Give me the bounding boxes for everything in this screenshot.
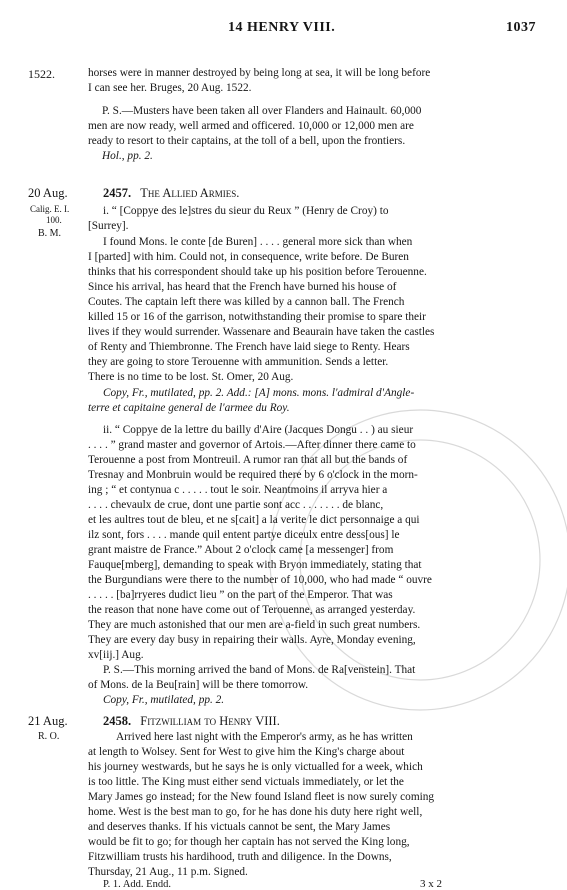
text-line: Terouenne a post from Montreuil. A rumor ran that all but the bands of xyxy=(88,454,408,466)
text-line: They are every day busy in repairing their walls. Ayre, Monday evening, xyxy=(88,634,416,646)
text-line: i. “ [Coppye des le]stres du sieur du Reux ” (Henry de Croy) to xyxy=(103,205,389,217)
text-line: home. West is the best man to go, for he has done his duty here right well, xyxy=(88,806,423,818)
text-line: terre et capitaine general de l'armee du Roy. xyxy=(88,402,290,414)
text-line: P. 1. Add. Endd. xyxy=(103,879,171,890)
entry-heading xyxy=(103,186,239,201)
entry-title: The Allied Armies. xyxy=(140,186,240,200)
text-line: ilz sont, fors . . . . mande quil entent partye diceulx entre dess[ous] le xyxy=(88,529,400,541)
text-line: P. S.—Musters have been taken all over Flanders and Hainault. 60,000 xyxy=(102,105,422,117)
entry-number: 2457. xyxy=(103,186,132,200)
text-line: There is no time to be lost. St. Omer, 20 Aug. xyxy=(88,371,294,383)
text-line: . . . . . [ba]rryeres dudict lieu ” on the part of the Emperor. That was xyxy=(88,589,393,601)
text-line: horses were in manner destroyed by being long at sea, it will be long before xyxy=(88,67,431,79)
text-line: . . . . ” grand master and governor of Artois.—After dinner there came to xyxy=(88,439,416,451)
text-line: xv[iij.] Aug. xyxy=(88,649,144,661)
repository-ref: B. M. xyxy=(38,228,62,239)
signature-mark: 3 x 2 xyxy=(420,878,442,890)
text-line: men are now ready, well armed and officered. 10,000 or 12,000 men are xyxy=(88,120,414,132)
text-line: ing ; “ et contynua c . . . . . tout le soir. Neantmoins il arryva hier a xyxy=(88,484,388,496)
entry-heading xyxy=(103,714,280,729)
text-line: Fauque[mberg], demanding to speak with Bryon immediately, stating that xyxy=(88,559,422,571)
text-line: killed 15 or 16 of the garrison, notwithstanding their promise to spare their xyxy=(88,311,426,323)
text-line: . . . . chevaulx de crue, dont une partie sont acc . . . . . . . de blanc, xyxy=(88,499,384,511)
text-line: Copy, Fr., mutilated, pp. 2. Add.: [A] mons. mons. l'admiral d'Angle- xyxy=(103,387,415,399)
text-line: et les aultres tout de bleu, et ne s[cait] a la verite le dict personnaige a qui xyxy=(88,514,420,526)
text-line: they are going to store Terouenne with ammunition. Sends a letter. xyxy=(88,356,389,368)
year-margin: 1522. xyxy=(28,67,55,81)
text-line: lives if they would surrender. Wassenare and Beaurain have taken the castles xyxy=(88,326,435,338)
text-line: Copy, Fr., mutilated, pp. 2. xyxy=(103,694,225,706)
text-line: the reason that none have come out of Terouenne, as arranged yesterday. xyxy=(88,604,416,616)
text-line: grant maistre de France.” About 2 o'clock came [a messenger] from xyxy=(88,544,394,556)
text-line: is too little. The King must either send victuals immediately, or let the xyxy=(88,776,404,788)
running-title: 14 HENRY VIII. xyxy=(228,20,336,35)
entry-date: 20 Aug. xyxy=(28,186,68,200)
page-number: 1037 xyxy=(506,20,536,35)
text-line: Tresnay and Monbruin would be required there by 6 o'clock in the morn- xyxy=(88,469,418,481)
text-line: Fitzwilliam trusts his hardihood, truth and diligence. In the Downs, xyxy=(88,851,392,863)
text-line: Hol., pp. 2. xyxy=(102,150,153,162)
text-line: Since his arrival, has heard that the French have burned his house of xyxy=(88,281,397,293)
text-line: They are much astonished that our men are a-field in such great numbers. xyxy=(88,619,421,631)
text-line: his journey westwards, but he says he is only victualled for a week, which xyxy=(88,761,423,773)
text-line: I [parted] with him. Could not, in consequence, write before. De Buren xyxy=(88,251,409,263)
entry-number: 2458. xyxy=(103,714,132,728)
text-line: ii. “ Coppye de la lettre du bailly d'Aire (Jacques Dongu . . ) au sieur xyxy=(103,424,414,436)
text-line: I can see her. Bruges, 20 Aug. 1522. xyxy=(88,82,252,94)
entry-date: 21 Aug. xyxy=(28,714,68,728)
text-line: of Mons. de la Beu[rain] will be there tomorrow. xyxy=(88,679,309,691)
repository-ref: R. O. xyxy=(38,731,60,742)
text-line: Arrived here last night with the Emperor's army, as he has written xyxy=(116,731,413,743)
text-line: would be fit to go; for though her captain has not served the King long, xyxy=(88,836,410,848)
text-line: of Renty and Thiembronne. The French have laid siege to Renty. Hears xyxy=(88,341,410,353)
text-line: Thursday, 21 Aug., 11 p.m. Signed. xyxy=(88,866,248,878)
text-line: [Surrey]. xyxy=(88,220,129,232)
manuscript-ref: Calig. E. I. xyxy=(30,204,70,214)
text-line: Mary James go instead; for the New found Island fleet is now surely coming xyxy=(88,791,435,803)
text-line: at length to Wolsey. Sent for West to give him the King's charge about xyxy=(88,746,405,758)
text-line: thinks that his correspondent should take up his position before Terouenne. xyxy=(88,266,427,278)
manuscript-ref: 100. xyxy=(46,215,62,225)
text-line: and deserves thanks. If his victuals cannot be sent, the Mary James xyxy=(88,821,391,833)
text-line: the Burgundians were there to the number of 10,000, who had made “ ouvre xyxy=(88,574,432,586)
text-line: Coutes. The captain left there was killed by a cannon ball. The French xyxy=(88,296,405,308)
entry-title: Fitzwilliam to Henry VIII. xyxy=(140,714,280,728)
text-line: I found Mons. le conte [de Buren] . . . . general more sick than when xyxy=(103,236,413,248)
text-line: ready to resort to their captains, at the toll of a bell, upon the frontiers. xyxy=(88,135,406,147)
text-line: P. S.—This morning arrived the band of Mons. de Ra[venstein]. That xyxy=(103,664,416,676)
